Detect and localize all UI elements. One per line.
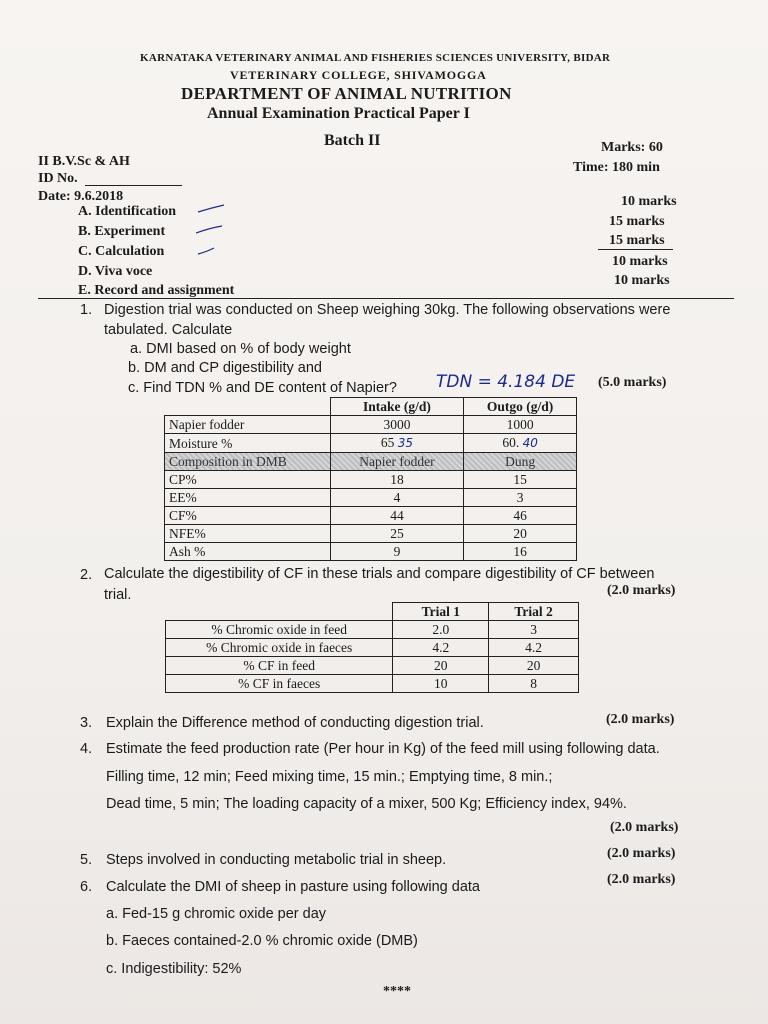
q5-number: 5. (80, 852, 93, 868)
table-cell: EE% (165, 489, 331, 507)
table-header-row (166, 603, 579, 621)
exam-date: Date: 9.6.2018 (38, 189, 124, 204)
table-cell: CF% (165, 507, 331, 525)
table-cell: Napier fodder (165, 416, 331, 434)
table-row (165, 525, 577, 543)
table-row (165, 507, 577, 525)
table-row (166, 657, 579, 675)
table-cell: CP% (165, 471, 331, 489)
section-a-marks: 10 marks (621, 194, 677, 209)
q4-text-line3: Dead time, 5 min; The loading capacity of a mixer, 500 Kg; Efficiency index, 94%. (106, 796, 627, 812)
q6-text: Calculate the DMI of sheep in pasture using following data (106, 879, 480, 895)
table-cell: Composition in DMB (165, 453, 331, 471)
section-c-marks: 15 marks (609, 233, 665, 248)
q2-marks: (2.0 marks) (607, 583, 676, 598)
section-a: A. Identification (78, 204, 176, 219)
q2-text-line1: Calculate the digestibility of CF in these trials and compare digestibility of CF between (104, 566, 655, 582)
moisture-outgo-value: 60. (502, 435, 520, 450)
course-label: II B.V.Sc & AH (38, 154, 130, 169)
q1-text-line1: Digestion trial was conducted on Sheep weighing 30kg. The following observations were (104, 302, 671, 318)
table-cell: 2.0 (393, 621, 489, 639)
section-e: E. Record and assignment (78, 283, 235, 298)
table-cell: 4.2 (393, 639, 489, 657)
moisture-intake-annotation: 35 (397, 436, 414, 450)
table-cell: 3 (464, 489, 577, 507)
q2-number: 2. (80, 567, 93, 583)
q1-part-a: a. DMI based on % of body weight (130, 341, 351, 357)
q6-part-a: a. Fed-15 g chromic oxide per day (106, 906, 327, 922)
table-cell: Ash % (165, 543, 331, 561)
table-cell: 18 (330, 471, 464, 489)
table-row-shaded (165, 453, 577, 471)
table-cell (464, 434, 577, 453)
q1-number: 1. (80, 302, 93, 318)
q3-number: 3. (80, 715, 93, 731)
table-cell (330, 434, 464, 453)
table-row (166, 639, 579, 657)
q4-text-line1: Estimate the feed production rate (Per hour in Kg) of the feed mill using following data. (106, 741, 660, 757)
table-cell: 4 (330, 489, 464, 507)
q5-marks: (2.0 marks) (607, 846, 676, 861)
table-cell: % CF in feed (166, 657, 393, 675)
table-cell: 1000 (464, 416, 577, 434)
table-row (166, 675, 579, 693)
table-cell: 20 (489, 657, 579, 675)
table-cell: 8 (489, 675, 579, 693)
q3-text: Explain the Difference method of conducting digestion trial. (106, 715, 484, 731)
table-cell: NFE% (165, 525, 331, 543)
table-cell: 10 (393, 675, 489, 693)
table-cell: 44 (330, 507, 464, 525)
id-label: ID No. (38, 171, 78, 186)
table-cell: 4.2 (489, 639, 579, 657)
table-cell: 25 (330, 525, 464, 543)
pen-check-marks (196, 196, 256, 266)
section-b-marks: 15 marks (609, 214, 665, 229)
total-marks: Marks: 60 (601, 140, 663, 155)
table-row (165, 543, 577, 561)
section-b: B. Experiment (78, 224, 166, 239)
q3-marks: (2.0 marks) (606, 712, 675, 727)
table-row (165, 416, 577, 434)
table-cell: 20 (464, 525, 577, 543)
end-stars: **** (383, 984, 411, 999)
handwritten-tdn-note: TDN = 4.184 DE (436, 372, 576, 392)
exam-title: Annual Examination Practical Paper I (207, 105, 470, 122)
q5-text: Steps involved in conducting metabolic trial in sheep. (106, 852, 447, 868)
time-allowed: Time: 180 min (573, 160, 660, 175)
table-cell: 15 (464, 471, 577, 489)
q1-data-table (164, 397, 577, 561)
section-e-marks: 10 marks (614, 273, 670, 288)
table-cell: 3000 (330, 416, 464, 434)
header-divider (38, 298, 734, 299)
moisture-intake-value: 65 (380, 435, 395, 450)
table-header-row (165, 398, 577, 416)
table-cell: % Chromic oxide in faeces (166, 639, 393, 657)
section-d-marks: 10 marks (612, 254, 668, 269)
q2-text-line2: trial. (104, 587, 132, 603)
college-name: VETERINARY COLLEGE, SHIVAMOGGA (230, 68, 487, 82)
q4-marks: (2.0 marks) (610, 820, 679, 835)
university-name: KARNATAKA VETERINARY ANIMAL AND FISHERIES SCIENCES UNIVERSITY, BIDAR (140, 52, 611, 64)
table-row (165, 471, 577, 489)
q1-text-line2: tabulated. Calculate (104, 322, 233, 338)
table-cell: Moisture % (165, 434, 331, 453)
table-cell (165, 398, 331, 416)
table-cell: Dung (464, 453, 577, 471)
id-blank-line (85, 185, 182, 186)
table-row (165, 489, 577, 507)
q4-text-line2: Filling time, 12 min; Feed mixing time, 15 min.; Emptying time, 8 min.; (106, 769, 553, 785)
table-cell: 20 (393, 657, 489, 675)
table-cell: 3 (489, 621, 579, 639)
table-cell: % CF in faeces (166, 675, 393, 693)
moisture-outgo-annotation: 40 (522, 436, 538, 450)
table-cell: Napier fodder (330, 453, 464, 471)
table-cell: 9 (330, 543, 464, 561)
q1-part-c: c. Find TDN % and DE content of Napier? (128, 380, 397, 396)
table-header-intake: Intake (g/d) (330, 398, 464, 416)
table-cell: 46 (464, 507, 577, 525)
table-row (166, 621, 579, 639)
q6-marks: (2.0 marks) (607, 872, 676, 887)
table-cell: % Chromic oxide in feed (166, 621, 393, 639)
section-c: C. Calculation (78, 244, 165, 259)
batch-label: Batch II (324, 132, 381, 149)
q1-marks: (5.0 marks) (598, 375, 667, 390)
q6-part-c: c. Indigestibility: 52% (106, 961, 242, 977)
q1-part-b: b. DM and CP digestibility and (128, 360, 322, 376)
q4-number: 4. (80, 741, 93, 757)
table-row (165, 434, 577, 453)
q6-number: 6. (80, 879, 93, 895)
q6-part-b: b. Faeces contained-2.0 % chromic oxide (DMB) (106, 933, 418, 949)
marks-underline (598, 249, 673, 250)
department-title: DEPARTMENT OF ANIMAL NUTRITION (181, 84, 512, 103)
q2-data-table (165, 602, 579, 693)
section-d: D. Viva voce (78, 264, 153, 279)
table-cell: 16 (464, 543, 577, 561)
table-header-outgo: Outgo (g/d) (464, 398, 577, 416)
table-header-trial2: Trial 2 (489, 603, 579, 621)
table-header-trial1: Trial 1 (393, 603, 489, 621)
table-cell (166, 603, 393, 621)
